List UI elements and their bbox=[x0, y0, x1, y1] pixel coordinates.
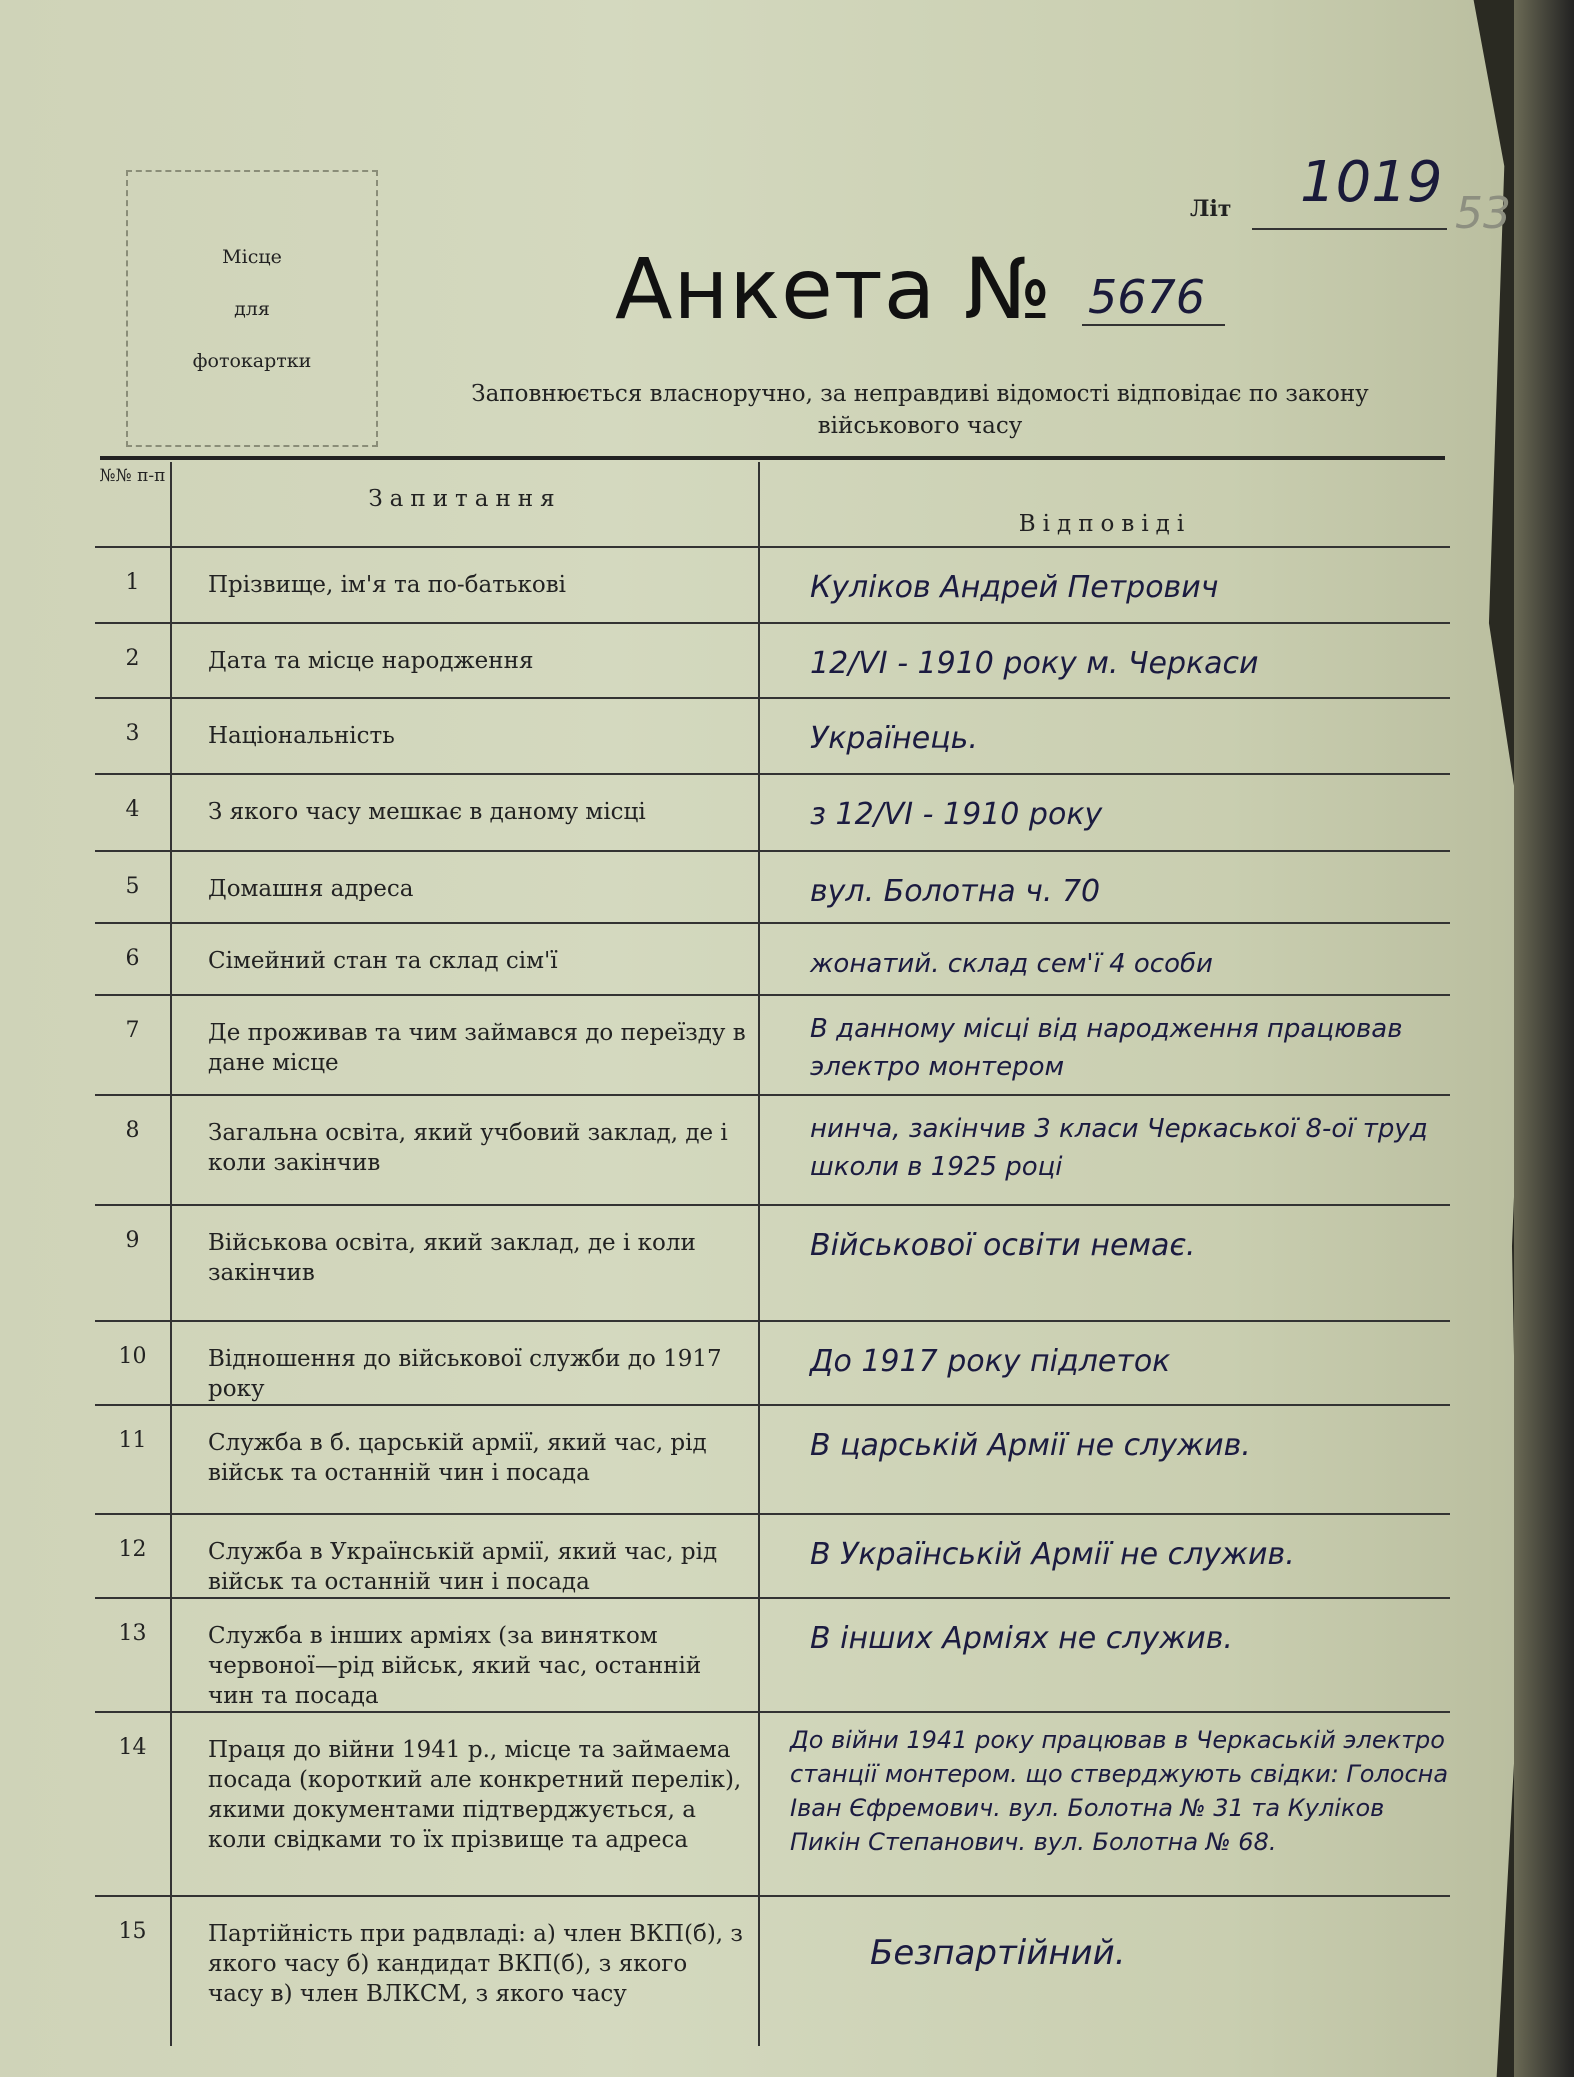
row-question: Праця до війни 1941 р., місце та займаема посада (короткий але конкретний перелік), якими документами підтверджується, а коли свідками то їх прізвище та адреса bbox=[171, 1712, 759, 1896]
row-num: 5 bbox=[95, 851, 171, 923]
table-row bbox=[95, 623, 1450, 698]
row-question: Партійність при радвладі: а) член ВКП(б), з якого часу б) кандидат ВКП(б), з якого часу в) член ВЛКСМ, з якого часу bbox=[171, 1896, 759, 2046]
table-row bbox=[95, 995, 1450, 1095]
row-question: З якого часу мешкає в даному місці bbox=[171, 774, 759, 851]
row-question: Загальна освіта, який учбовий заклад, де і коли закінчив bbox=[171, 1095, 759, 1205]
lit-value: 1019 bbox=[1300, 150, 1443, 215]
row-question: Де проживав та чим займався до переїзду в дане місце bbox=[171, 995, 759, 1095]
row-question: Служба в Українській армії, який час, рід військ та останній чин і посада bbox=[171, 1514, 759, 1598]
row-num: 8 bbox=[95, 1095, 171, 1205]
table-row bbox=[95, 1095, 1450, 1205]
row-answer: До 1917 року підлеток bbox=[759, 1321, 1450, 1405]
row-num: 1 bbox=[95, 547, 171, 623]
row-num: 13 bbox=[95, 1598, 171, 1712]
row-num: 12 bbox=[95, 1514, 171, 1598]
row-answer: 12/VI - 1910 року м. Черкаси bbox=[759, 623, 1450, 698]
row-question: Військова освіта, який заклад, де і коли закінчив bbox=[171, 1205, 759, 1321]
row-answer: вул. Болотна ч. 70 bbox=[759, 851, 1450, 923]
form-subtitle: Заповнюється власноручно, за неправдиві відомості відповідає по закону військового часу bbox=[471, 381, 1369, 439]
table-header-row bbox=[95, 462, 1450, 547]
table-row bbox=[95, 698, 1450, 774]
photo-label-1: Місце bbox=[222, 245, 282, 268]
row-num: 7 bbox=[95, 995, 171, 1095]
table-row bbox=[95, 1514, 1450, 1598]
row-num: 15 bbox=[95, 1896, 171, 2046]
header-rule bbox=[100, 456, 1445, 460]
header-question: Запитання bbox=[171, 462, 759, 547]
lit-label: Літ bbox=[1190, 196, 1232, 222]
row-num: 14 bbox=[95, 1712, 171, 1896]
row-question: Дата та місце народження bbox=[171, 623, 759, 698]
row-num: 9 bbox=[95, 1205, 171, 1321]
row-question: Сімейний стан та склад сім'ї bbox=[171, 923, 759, 995]
row-question: Домашня адреса bbox=[171, 851, 759, 923]
row-num: 4 bbox=[95, 774, 171, 851]
row-num: 10 bbox=[95, 1321, 171, 1405]
row-question: Служба в інших арміях (за винятком червоної—рід військ, який час, останній чин та посада bbox=[171, 1598, 759, 1712]
page-edge-shadow bbox=[1514, 0, 1574, 2077]
row-answer: В царській Армії не служив. bbox=[759, 1405, 1450, 1514]
row-answer: В Українській Армії не служив. bbox=[759, 1514, 1450, 1598]
header-answer: Відповіді bbox=[1018, 511, 1192, 537]
row-num: 11 bbox=[95, 1405, 171, 1514]
table-row bbox=[95, 1598, 1450, 1712]
row-answer: В інших Арміях не служив. bbox=[759, 1598, 1450, 1712]
table-row bbox=[95, 851, 1450, 923]
table-row bbox=[95, 1405, 1450, 1514]
lit-underline bbox=[1252, 228, 1447, 230]
table-row bbox=[95, 923, 1450, 995]
questionnaire-table bbox=[95, 462, 1450, 2046]
row-answer: Українець. bbox=[759, 698, 1450, 774]
table-row bbox=[95, 774, 1450, 851]
form-number: 5676 bbox=[1082, 270, 1225, 326]
row-num: 2 bbox=[95, 623, 171, 698]
row-num: 3 bbox=[95, 698, 171, 774]
photo-label-2: для bbox=[234, 297, 270, 320]
row-answer: з 12/VI - 1910 року bbox=[759, 774, 1450, 851]
row-answer: нинча, закінчив 3 класи Черкаської 8-ої труд школи в 1925 році bbox=[759, 1095, 1450, 1205]
row-question: Служба в б. царській армії, який час, рід військ та останній чин і посада bbox=[171, 1405, 759, 1514]
form-title: Анкета № bbox=[615, 240, 1053, 338]
row-num: 6 bbox=[95, 923, 171, 995]
table-row bbox=[95, 1712, 1450, 1896]
row-answer: Військової освіти немає. bbox=[759, 1205, 1450, 1321]
table-row bbox=[95, 1205, 1450, 1321]
row-answer: До війни 1941 року працював в Черкаській электро станції монтером. що стверджують свідки: Голосна Іван Єфремович. вул. Болотна № 31 та Куліков Пикін Степанович. вул. Болотна № 68. bbox=[759, 1712, 1450, 1896]
row-question: Прізвище, ім'я та по-батькові bbox=[171, 547, 759, 623]
table-row bbox=[95, 1896, 1450, 2046]
photo-placeholder bbox=[126, 170, 378, 447]
row-answer: Безпартійний. bbox=[759, 1896, 1450, 2046]
photo-label-3: фотокартки bbox=[192, 349, 312, 372]
table-row bbox=[95, 1321, 1450, 1405]
row-answer: В данному місці від народження працював электро монтером bbox=[759, 995, 1450, 1095]
corner-number: 53 bbox=[1455, 188, 1511, 239]
row-question: Національність bbox=[171, 698, 759, 774]
row-question: Відношення до військової служби до 1917 року bbox=[171, 1321, 759, 1405]
row-answer: Куліков Андрей Петрович bbox=[759, 547, 1450, 623]
table-row bbox=[95, 547, 1450, 623]
row-answer: жонатий. склад сем'ї 4 особи bbox=[759, 923, 1450, 995]
header-num: №№ п-п bbox=[95, 462, 171, 547]
